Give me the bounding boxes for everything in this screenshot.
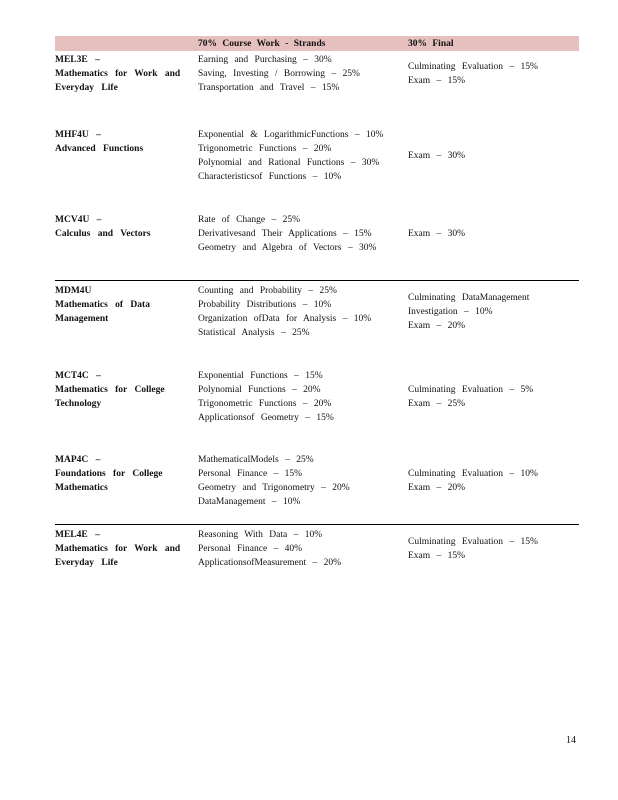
final-cell [406, 227, 579, 241]
final-line: Exam – 30% [408, 151, 466, 161]
course-cell [55, 128, 196, 156]
strand-line: Organization ofData for Analysis – 10% [198, 314, 372, 324]
course-line: MCV4U – [55, 215, 102, 225]
final-line: Investigation – 10% [408, 307, 493, 317]
strand-line: Reasoning With Data – 10% [198, 530, 323, 540]
strand-line: Exponential & LogarithmicFunctions – 10% [198, 130, 384, 140]
course-cell [55, 213, 196, 241]
course-line: Advanced Functions [55, 144, 144, 154]
course-line: Everyday Life [55, 83, 118, 93]
final-line: Culminating Evaluation – 5% [408, 385, 534, 395]
strand-line: Probability Distributions – 10% [198, 300, 332, 310]
final-line: Exam – 30% [408, 229, 466, 239]
strand-line: Trigonometric Functions – 20% [198, 144, 332, 154]
course-line: Technology [55, 399, 102, 409]
course-line: MHF4U – [55, 130, 101, 140]
course-line: Mathematics for College [55, 385, 165, 395]
strand-line: DataManagement – 10% [198, 497, 301, 507]
strand-line: Rate of Change – 25% [198, 215, 301, 225]
section-divider [55, 280, 579, 281]
final-cell [406, 467, 579, 495]
course-line: MCT4C – [55, 371, 101, 381]
course-line: MEL3E – [55, 55, 100, 65]
course-line: MEL4E – [55, 530, 100, 540]
course-cell [55, 453, 196, 495]
table-row-mcv4u [55, 211, 579, 255]
final-cell [406, 383, 579, 411]
final-line: Exam – 20% [408, 483, 466, 493]
final-line: Exam – 25% [408, 399, 466, 409]
strands-cell [196, 213, 406, 255]
final-line: Culminating DataManagement [408, 293, 530, 303]
strand-line: Statistical Analysis – 25% [198, 328, 310, 338]
course-cell [55, 369, 196, 411]
final-line: Exam – 15% [408, 76, 466, 86]
strand-line: Characteristicsof Functions – 10% [198, 172, 342, 182]
strands-cell [196, 369, 406, 425]
strand-line: Polynomial Functions – 20% [198, 385, 321, 395]
course-line: MAP4C – [55, 455, 101, 465]
strand-line: Trigonometric Functions – 20% [198, 399, 332, 409]
strand-line: Saving, Investing / Borrowing – 25% [198, 69, 360, 79]
final-cell [406, 535, 579, 563]
strand-line: MathematicalModels – 25% [198, 455, 314, 465]
final-cell [406, 60, 579, 88]
strand-line: Geometry and Algebra of Vectors – 30% [198, 243, 377, 253]
strand-line: Applicationsof Geometry – 15% [198, 413, 334, 423]
table-row-mel3e [55, 51, 579, 95]
header-course-work: 70% Course Work - Strands [198, 38, 326, 49]
strands-cell [196, 53, 406, 95]
strand-line: Personal Finance – 15% [198, 469, 303, 479]
strand-line: ApplicationsofMeasurement – 20% [198, 558, 342, 568]
course-line: Mathematics of Data [55, 300, 150, 310]
course-line: Management [55, 314, 109, 324]
course-cell [55, 528, 196, 570]
strands-cell [196, 128, 406, 184]
table-header [55, 36, 579, 51]
course-line: MDM4U [55, 286, 92, 296]
final-cell [406, 291, 579, 333]
final-line: Culminating Evaluation – 15% [408, 62, 538, 72]
final-line: Exam – 15% [408, 551, 466, 561]
course-evaluation-table [55, 36, 579, 570]
section-divider [55, 524, 579, 525]
strands-cell [196, 284, 406, 340]
strand-line: Exponential Functions – 15% [198, 371, 323, 381]
course-line: Everyday Life [55, 558, 118, 568]
strand-line: Earning and Purchasing – 30% [198, 55, 332, 65]
strand-line: Geometry and Trigonometry – 20% [198, 483, 350, 493]
strands-cell [196, 528, 406, 570]
table-row-mdm4u [55, 282, 579, 340]
strand-line: Personal Finance – 40% [198, 544, 303, 554]
final-line: Culminating Evaluation – 10% [408, 469, 538, 479]
course-line: Mathematics for Work and [55, 69, 181, 79]
table-row-mct4c [55, 367, 579, 425]
final-cell [406, 149, 579, 163]
strand-line: Derivativesand Their Applications – 15% [198, 229, 372, 239]
strand-line: Polynomial and Rational Functions – 30% [198, 158, 380, 168]
table-row-mel4e [55, 526, 579, 570]
course-line: Mathematics [55, 483, 108, 493]
strands-cell [196, 453, 406, 509]
course-cell [55, 284, 196, 326]
table-row-mhf4u [55, 126, 579, 184]
strand-line: Counting and Probability – 25% [198, 286, 337, 296]
page-number: 14 [566, 735, 576, 746]
course-line: Foundations for College [55, 469, 163, 479]
course-line: Mathematics for Work and [55, 544, 181, 554]
final-line: Culminating Evaluation – 15% [408, 537, 538, 547]
header-final: 30% Final [408, 38, 454, 49]
course-line: Calculus and Vectors [55, 229, 151, 239]
strand-line: Transportation and Travel – 15% [198, 83, 340, 93]
course-cell [55, 53, 196, 95]
table-row-map4c [55, 451, 579, 509]
final-line: Exam – 20% [408, 321, 466, 331]
